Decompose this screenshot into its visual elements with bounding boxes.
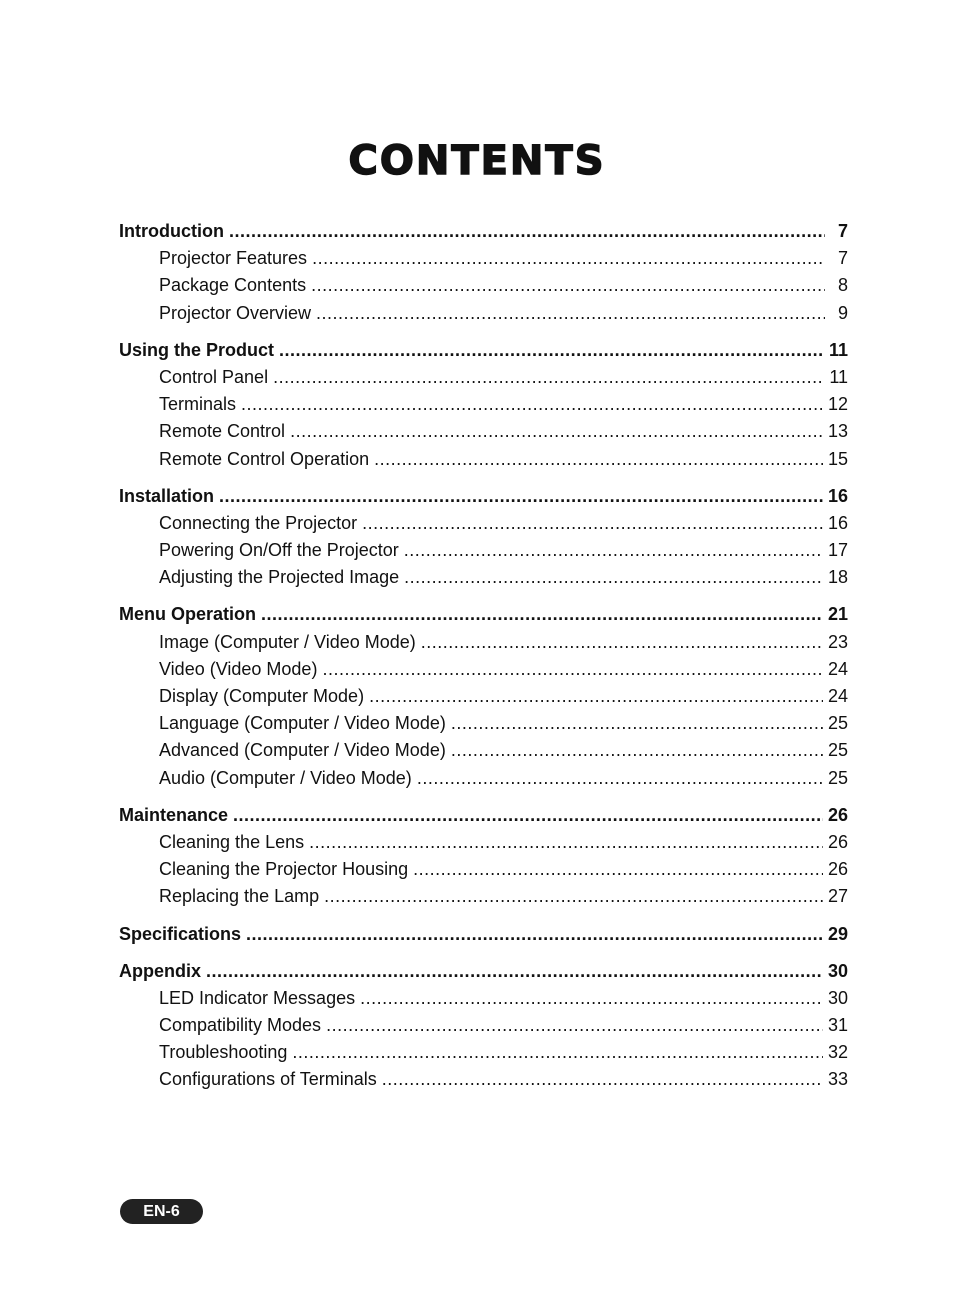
toc-subsection-entry[interactable] (119, 300, 848, 327)
dot-leader (290, 418, 823, 445)
toc-chapter-entry[interactable] (119, 601, 848, 628)
toc-section (119, 921, 848, 948)
dot-leader (421, 629, 823, 656)
dot-leader (316, 300, 825, 327)
toc-subsection-entry[interactable] (119, 418, 848, 445)
toc-section (119, 337, 848, 473)
toc-subsection-entry-label: Connecting the Projector (159, 512, 358, 533)
toc-subsection-entry-label: Powering On/Off the Projector (159, 540, 399, 561)
toc-subsection-entry-label: Replacing the Lamp (159, 886, 320, 907)
toc-chapter-entry-label: Specifications (119, 923, 242, 944)
dot-leader (292, 1039, 823, 1066)
toc-subsection-entry-page-number: 24 (827, 686, 848, 706)
toc-subsection-entry-page-number: 31 (827, 1015, 848, 1036)
toc-chapter-entry-page-number: 30 (827, 960, 848, 981)
toc-subsection-entry-page-number: 26 (827, 831, 848, 852)
toc-subsection-entry-label: Remote Control (159, 421, 286, 442)
toc-chapter-entry-label: Using the Product (119, 339, 275, 360)
toc-subsection-entry-page-number: 17 (827, 540, 848, 561)
dot-leader (382, 1066, 823, 1093)
toc-chapter-entry-label: Maintenance (119, 804, 229, 825)
toc-subsection-entry-page-number: 7 (837, 248, 848, 269)
toc-chapter-entry-page-number: 16 (827, 485, 848, 506)
toc-subsection-entry[interactable] (119, 710, 848, 737)
toc-subsection-entry-page-number: 33 (827, 1069, 848, 1090)
toc-subsection-entry-label: Projector Overview (159, 302, 312, 323)
toc-subsection-entry-label: LED Indicator Messages (159, 987, 356, 1008)
toc-subsection-entry[interactable] (119, 1012, 848, 1039)
dot-leader (362, 510, 823, 537)
dot-leader (324, 883, 823, 910)
table-of-contents (119, 218, 848, 1104)
page-number-badge: EN-6 (120, 1199, 203, 1224)
toc-subsection-entry[interactable] (119, 245, 848, 272)
toc-subsection-entry-label: Cleaning the Projector Housing (159, 859, 409, 880)
toc-subsection-entry-page-number: 32 (827, 1042, 848, 1063)
toc-subsection-entry-page-number: 16 (827, 512, 848, 533)
dot-leader (413, 856, 823, 883)
toc-subsection-entry-label: Control Panel (159, 366, 269, 387)
toc-subsection-entry[interactable] (119, 629, 848, 656)
toc-subsection-entry[interactable] (119, 765, 848, 792)
page-title: CONTENTS (348, 138, 606, 184)
toc-subsection-entry[interactable] (119, 446, 848, 473)
toc-subsection-entry-label: Cleaning the Lens (159, 831, 305, 852)
toc-chapter-entry[interactable] (119, 218, 848, 245)
toc-chapter-entry[interactable] (119, 921, 848, 948)
toc-subsection-entry[interactable] (119, 656, 848, 683)
toc-subsection-entry-page-number: 26 (827, 859, 848, 880)
dot-leader (311, 272, 825, 299)
toc-subsection-entry-page-number: 25 (827, 713, 848, 734)
toc-subsection-entry-label: Advanced (Computer / Video Mode) (159, 740, 446, 761)
dot-leader (312, 245, 825, 272)
toc-subsection-entry[interactable] (119, 683, 848, 710)
toc-subsection-entry-page-number: 30 (827, 987, 848, 1008)
toc-subsection-entry-page-number: 12 (827, 394, 848, 415)
toc-subsection-entry-page-number: 18 (827, 567, 848, 588)
toc-subsection-entry-page-number: 27 (827, 886, 848, 907)
dot-leader (233, 802, 823, 829)
toc-section (119, 601, 848, 791)
toc-subsection-entry[interactable] (119, 364, 848, 391)
toc-subsection-entry-page-number: 23 (827, 631, 848, 652)
dot-leader (404, 564, 823, 591)
toc-subsection-entry-label: Video (Video Mode) (159, 658, 318, 679)
toc-chapter-entry[interactable] (119, 958, 848, 985)
toc-subsection-entry[interactable] (119, 510, 848, 537)
toc-subsection-entry-page-number: 8 (837, 275, 848, 296)
toc-subsection-entry-label: Image (Computer / Video Mode) (159, 631, 416, 652)
toc-chapter-entry-label: Menu Operation (119, 604, 257, 625)
toc-chapter-entry[interactable] (119, 802, 848, 829)
dot-leader (279, 337, 824, 364)
toc-section (119, 802, 848, 911)
toc-subsection-entry-page-number: 15 (827, 448, 848, 469)
toc-section (119, 958, 848, 1094)
toc-subsection-entry-label: Terminals (159, 394, 237, 415)
toc-subsection-entry-page-number: 11 (829, 366, 848, 387)
toc-chapter-entry-page-number: 29 (827, 923, 848, 944)
toc-subsection-entry[interactable] (119, 829, 848, 856)
dot-leader (369, 683, 823, 710)
toc-subsection-entry[interactable] (119, 391, 848, 418)
toc-section (119, 483, 848, 592)
toc-chapter-entry-page-number: 21 (827, 604, 848, 625)
dot-leader (326, 1012, 823, 1039)
toc-section (119, 218, 848, 327)
dot-leader (322, 656, 823, 683)
dot-leader (417, 765, 823, 792)
toc-subsection-entry-label: Display (Computer Mode) (159, 686, 365, 706)
dot-leader (451, 737, 823, 764)
dot-leader (206, 958, 823, 985)
dot-leader (451, 710, 823, 737)
toc-subsection-entry[interactable] (119, 1039, 848, 1066)
toc-subsection-entry-page-number: 25 (827, 767, 848, 788)
toc-chapter-entry[interactable] (119, 337, 848, 364)
dot-leader (374, 446, 823, 473)
dot-leader (309, 829, 823, 856)
toc-subsection-entry[interactable] (119, 1066, 848, 1093)
dot-leader (241, 391, 823, 418)
toc-subsection-entry-label: Troubleshooting (159, 1042, 288, 1063)
toc-subsection-entry-page-number: 13 (827, 421, 848, 442)
toc-subsection-entry-label: Remote Control Operation (159, 448, 370, 469)
dot-leader (273, 364, 824, 391)
toc-subsection-entry-label: Language (Computer / Video Mode) (159, 713, 446, 734)
toc-subsection-entry[interactable] (119, 883, 848, 910)
dot-leader (360, 985, 823, 1012)
toc-chapter-entry[interactable] (119, 483, 848, 510)
dot-leader (229, 218, 825, 245)
toc-chapter-entry-page-number: 7 (837, 221, 848, 241)
toc-subsection-entry-label: Adjusting the Projected Image (159, 567, 400, 588)
toc-chapter-entry-page-number: 11 (828, 339, 848, 360)
toc-chapter-entry-label: Appendix (119, 960, 202, 981)
toc-subsection-entry-label: Package Contents (159, 275, 307, 296)
dot-leader (261, 601, 823, 628)
toc-subsection-entry[interactable] (119, 272, 848, 299)
toc-chapter-entry-page-number: 26 (827, 804, 848, 825)
toc-subsection-entry-label: Projector Features (159, 248, 308, 269)
toc-subsection-entry[interactable] (119, 737, 848, 764)
toc-subsection-entry[interactable] (119, 985, 848, 1012)
toc-chapter-entry-label: Introduction (119, 221, 224, 241)
toc-subsection-entry-label: Compatibility Modes (159, 1015, 322, 1036)
dot-leader (219, 483, 823, 510)
toc-subsection-entry-label: Audio (Computer / Video Mode) (159, 767, 412, 788)
toc-chapter-entry-label: Installation (119, 485, 215, 506)
toc-subsection-entry[interactable] (119, 537, 848, 564)
toc-subsection-entry[interactable] (119, 856, 848, 883)
toc-subsection-entry-page-number: 25 (827, 740, 848, 761)
toc-subsection-entry[interactable] (119, 564, 848, 591)
toc-subsection-entry-label: Configurations of Terminals (159, 1069, 377, 1090)
toc-subsection-entry-page-number: 9 (837, 302, 848, 323)
dot-leader (404, 537, 823, 564)
toc-subsection-entry-page-number: 24 (827, 658, 848, 679)
dot-leader (246, 921, 823, 948)
